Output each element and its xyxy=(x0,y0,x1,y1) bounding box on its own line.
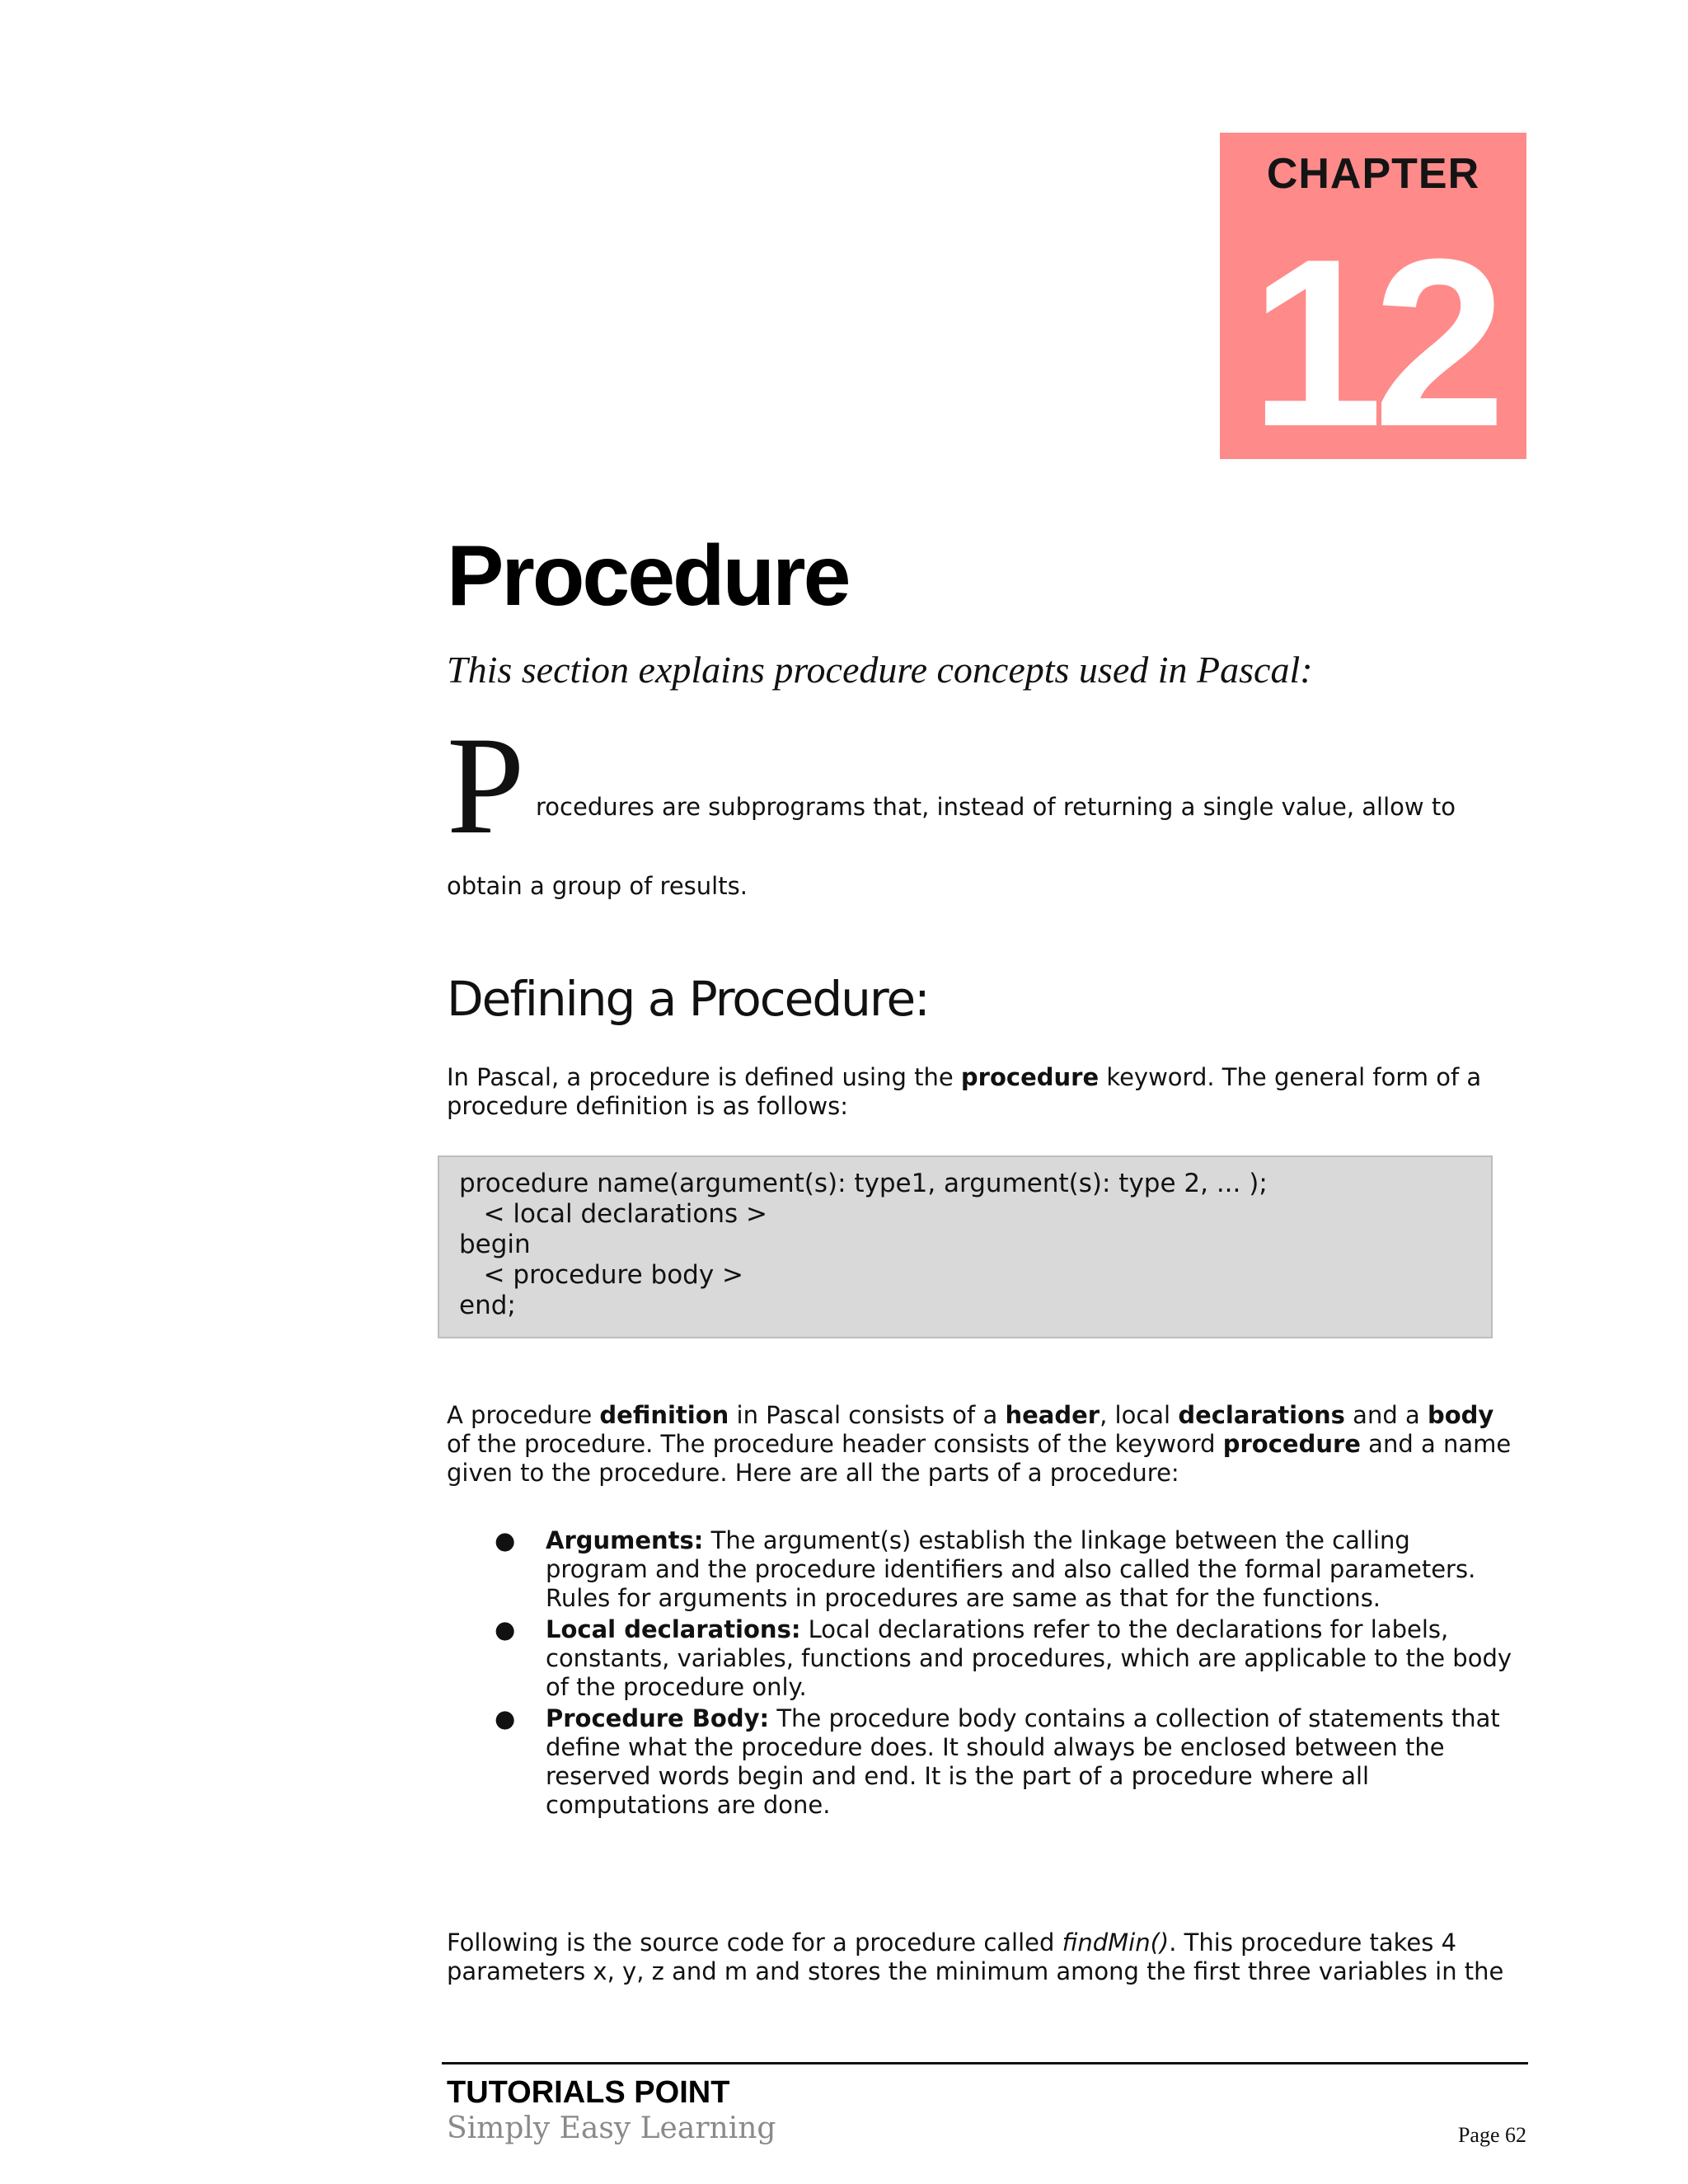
text-run: A procedure xyxy=(447,1401,600,1429)
code-line: < local declarations > xyxy=(459,1199,767,1229)
definition-paragraph xyxy=(447,1063,1518,1121)
list-item-term: Arguments: xyxy=(546,1526,704,1554)
code-line: begin xyxy=(459,1230,531,1259)
list-item-term: Procedure Body: xyxy=(546,1704,770,1732)
bold-term: declarations xyxy=(1178,1401,1345,1429)
footer-divider xyxy=(442,2062,1528,2064)
chapter-label: CHAPTER xyxy=(1266,150,1480,198)
parts-list xyxy=(447,1526,1518,1822)
text-run: and a name given to the procedure. Here are all the parts of a procedure: xyxy=(447,1430,1512,1487)
text-run: and a xyxy=(1344,1401,1428,1429)
text-run: , local xyxy=(1100,1401,1179,1429)
intro-line-2: obtain a group of results. xyxy=(447,872,748,900)
text-run: Following is the source code for a procedure called xyxy=(447,1929,1062,1957)
section-heading: Defining a Procedure: xyxy=(447,971,929,1027)
footer-brand: TUTORIALS POINT xyxy=(447,2075,730,2110)
chapter-number: 12 xyxy=(1250,209,1497,476)
bold-term: header xyxy=(1005,1401,1100,1429)
text-run: keyword. The general form of a procedure definition is as follows: xyxy=(447,1063,1482,1120)
bullet-icon: ● xyxy=(495,1526,516,1554)
bold-term: procedure xyxy=(1222,1430,1361,1458)
list-item-term: Local declarations: xyxy=(546,1615,801,1643)
function-name: findMin() xyxy=(1062,1929,1170,1957)
code-line: procedure name(argument(s): type1, argument(s): type 2, ... ); xyxy=(459,1169,1268,1198)
bullet-icon: ● xyxy=(495,1615,516,1643)
list-item xyxy=(447,1704,1518,1820)
page-title: Procedure xyxy=(447,528,849,624)
page-subtitle: This section explains procedure concepts used in Pascal: xyxy=(447,649,1313,691)
footer-tagline: Simply Easy Learning xyxy=(447,2111,776,2145)
bold-term: body xyxy=(1427,1401,1494,1429)
text-run: In Pascal, a procedure is defined using the xyxy=(447,1063,961,1091)
text-run: of the procedure. The procedure header consists of the keyword xyxy=(447,1430,1223,1458)
chapter-badge xyxy=(1220,133,1526,476)
text-run: in Pascal consists of a xyxy=(729,1401,1006,1429)
code-line: end; xyxy=(459,1291,516,1320)
list-item-text: Local declarations refer to the declarations for labels, constants, variables, functions and procedures, which are applicable to the body of the procedure only. xyxy=(546,1615,1512,1701)
code-line: < procedure body > xyxy=(459,1260,744,1290)
text-run: . This procedure takes 4 parameters x, y, z and m and stores the minimum among the first three variables in the xyxy=(447,1929,1504,1985)
list-item-text: The argument(s) establish the linkage between the calling program and the procedure identifiers and also called the formal parameters. Rules for arguments in procedures are same as that for the functions. xyxy=(546,1526,1476,1612)
intro-line-1: rocedures are subprograms that, instead of returning a single value, allow to xyxy=(536,793,1456,821)
bullet-icon: ● xyxy=(495,1704,516,1732)
page-number: Page 62 xyxy=(1457,2123,1526,2147)
parts-paragraph xyxy=(447,1401,1518,1488)
code-block xyxy=(438,1155,1493,1338)
bold-term: definition xyxy=(599,1401,729,1429)
drop-cap: P xyxy=(447,708,525,863)
findmin-paragraph xyxy=(447,1929,1518,1986)
list-item-text: The procedure body contains a collection of statements that define what the procedure does. It should always be enclosed between the reserved words begin and end. It is the part of a procedure where all computations are done. xyxy=(546,1704,1500,1819)
list-item xyxy=(447,1615,1518,1702)
keyword-bold: procedure xyxy=(960,1063,1100,1091)
list-item xyxy=(447,1526,1518,1613)
